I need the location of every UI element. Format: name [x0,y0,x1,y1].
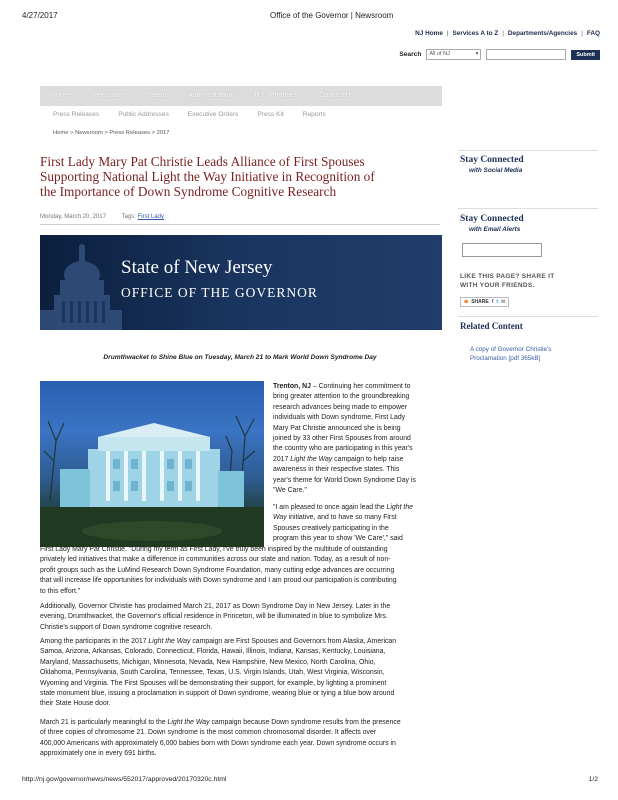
text-line: the country who are participating in this year's [273,445,413,453]
share-label: SHARE [471,299,489,305]
email-alerts-subtitle[interactable]: with Email Alerts [469,226,521,233]
nav-administration[interactable]: Administration [188,92,233,99]
subnav-reports[interactable]: Reports [302,111,326,118]
stay-connected-email-title[interactable]: Stay Connected [460,214,524,224]
text-line: Additionally, Governor Christie has proclaimed March 21, 2017 as Down Syndrome Day in New Jersey. Later in the [40,603,391,610]
paragraph-5 [40,718,445,760]
text-line: Mary Pat Christie announced she is being [273,424,401,432]
share-plus-icon: ⊕ [464,299,469,305]
paragraph-2-side [273,503,445,545]
dateline: Trenton, NJ [273,383,311,390]
text-fragment: "I am pleased to once again lead the [273,504,387,511]
text-fragment: initiative, and to have so many First [286,514,397,522]
text-fragment: campaign are First Spouses and Governors from Alaska, American [190,638,397,645]
text-line: Spouses creatively participating in the [273,524,389,532]
text-line: that will increase life opportunities for individuals with Down syndrome and I am proud our participation is contributing [40,577,397,585]
text-line: their State House door. [40,700,111,708]
text-fragment: Among the participants in the 2017 [40,638,149,645]
text-line: of three copies of chromosome 21. Down syndrome is the most common chromosomal disorder. It affects over [40,729,377,737]
search-scope-value: All of NJ [429,51,450,57]
campaign-name: Light the Way [148,638,191,645]
title-line: Supporting National Light the Way Initiative in Recognition of [40,169,375,184]
print-date: 4/27/2017 [22,11,58,20]
share-prompt-line: LIKE THIS PAGE? SHARE IT [460,273,555,280]
facebook-icon[interactable]: f [491,299,494,305]
subnav-executive-orders[interactable]: Executive Orders [187,111,239,118]
text-line: First Lady Mary Pat Christie. "During my term as First Lady, I've truly been inspired by the multitude of outstanding [40,546,388,553]
search-input[interactable] [486,49,566,60]
share-prompt-line: WITH YOUR FRIENDS. [460,282,535,289]
paragraph-3 [40,602,445,633]
text-line: – Continuing her commitment to [310,383,411,390]
search-bar [399,49,600,60]
util-nj-home[interactable]: NJ Home [415,30,443,37]
search-submit-button[interactable]: Submit [571,50,600,60]
title-line: First Lady Mary Pat Christie Leads Alliance of First Spouses [40,154,365,169]
text-line: joined by 33 other First Spouses from around [273,435,411,443]
search-label: Search [399,51,422,58]
nav-contact[interactable]: Contact Us [319,92,354,99]
text-line: Christie's support of Down syndrome cognitive research. [40,623,213,631]
search-scope-select[interactable] [426,49,481,60]
divider [458,208,598,209]
breadcrumb[interactable]: Home > Newsroom > Press Releases > 2017 [53,130,170,136]
tag-link[interactable]: First Lady [137,214,164,220]
nav-newsroom[interactable]: Newsroom [91,92,126,99]
text-line: Maryland, Massachusetts, Michigan, Minnesota, Nevada, New Hampshire, New Mexico, North Carolina, Ohio, [40,658,376,666]
text-line: privately led initiatives that make a difference in communities across our state and nation. Today, as a result of non- [40,556,391,564]
related-content-title: Related Content [460,321,523,331]
article-meta [40,214,164,220]
campaign-name: Way [273,514,287,522]
text-line: program this year to show 'We Care'," said [273,535,403,543]
text-line: research advances being made to empower [273,403,408,411]
chevron-down-icon: ▾ [475,51,479,57]
social-media-subtitle[interactable]: with Social Media [469,167,523,174]
proclamation-link[interactable] [470,345,551,363]
text-fragment: March 21 is particularly meaningful to the [40,719,168,726]
email-icon[interactable]: ✉ [501,299,506,305]
util-services[interactable]: Services A to Z [452,30,499,37]
text-line: awareness in their respective states. This [273,466,400,474]
text-fragment: 2017 [273,455,291,463]
article-title [40,154,440,199]
text-fragment: campaign to help raise [332,455,404,463]
util-departments[interactable]: Departments/Agencies [507,30,578,37]
text-line: Oklahoma, Pennsylvania, South Carolina, Tennessee, Texas, U.S. Virgin Islands, Utah, West Virginia, Wisconsin, [40,669,385,677]
paragraph-2 [40,545,445,597]
share-button[interactable] [460,297,509,307]
statehouse-dome-graphic [40,235,442,330]
text-line: year's theme for World Down Syndrome Day is [273,476,416,484]
image-caption: Drumthwacket to Shine Blue on Tuesday, March 21 to Mark World Down Syndrome Day [103,354,377,361]
text-line: individuals with Down syndrome, First Lady [273,414,406,422]
campaign-name: Light the Way [290,455,333,463]
share-prompt [460,272,554,290]
text-line: approximately one in every 691 births. [40,750,157,758]
divider [458,150,598,151]
twitter-icon[interactable]: t [496,299,499,305]
nav-media[interactable]: Media [147,92,167,99]
stay-connected-social-title[interactable]: Stay Connected [460,155,524,165]
text-line: to this effort." [40,587,81,595]
text-line: profit groups such as the LuMind Research Down Syndrome Foundation, many cutting edge advances are occurring [40,566,395,574]
subnav-press-kit[interactable]: Press Kit [257,111,284,118]
nav-home[interactable]: Home [51,92,70,99]
link-line: A copy of Governor Christie's [470,346,552,353]
page-number: 1/2 [588,776,598,783]
banner-state-text: State of New Jersey [121,257,273,278]
nav-priorities[interactable]: NJ's Priorities [254,92,298,99]
divider [40,224,440,225]
text-line: state monument blue, issuing a proclamation in support of Down syndrome, wearing blue or tying a blue bow around [40,690,395,698]
link-line: Proclamation [pdf 365kB] [470,355,541,362]
print-title: Office of the Governor | Newsroom [270,11,394,20]
article-date: Monday, March 20, 2017 [40,214,106,220]
governor-banner [40,235,442,330]
text-line: 400,000 Americans with approximately 6,000 babies born with Down syndrome each year. Down syndrome occurs in [40,739,396,747]
sub-nav [53,111,326,118]
tags-label: Tags: [121,214,136,220]
text-line: Samoa, Arizona, Arkansas, Colorado, Connecticut, Florida, Hawaii, Illinois, Indiana, Kansas, Kentucky, Louisiana, [40,648,386,656]
print-url: http://nj.gov/governor/news/news/552017/approved/20170320c.html [22,776,227,783]
campaign-name: Light the [386,504,413,511]
title-line: the Importance of Down Syndrome Cognitive Research [40,184,337,199]
text-line: "We Care." [273,487,307,495]
divider [458,316,598,317]
paragraph-1 [273,382,445,496]
text-fragment: campaign because Down syndrome results from the presence [209,719,401,726]
util-faq[interactable]: FAQ [586,30,600,37]
campaign-name: Light the Way [167,719,210,726]
banner-office-text: OFFICE OF THE GOVERNOR [121,285,318,300]
text-line: Wyoming and Virginia. The First Spouses will be demonstrating their support, for example, by lighting a prominent [40,679,387,687]
text-line: bring greater attention to the groundbreaking [273,393,410,401]
paragraph-4 [40,637,445,710]
utility-nav: NJ Home | Services A to Z | Departments/Agencies | FAQ [415,30,600,37]
subnav-press-releases[interactable]: Press Releases [53,111,100,118]
main-nav [40,86,442,106]
drumthwacket-photo [40,381,264,547]
email-input[interactable] [462,243,542,257]
text-line: evening, Drumthwacket, the Governor's official residence in Princeton, will be illuminated in blue to symbolize Mrs. [40,613,388,621]
mansion-illustration [40,381,264,547]
subnav-public-addresses[interactable]: Public Addresses [118,111,169,118]
